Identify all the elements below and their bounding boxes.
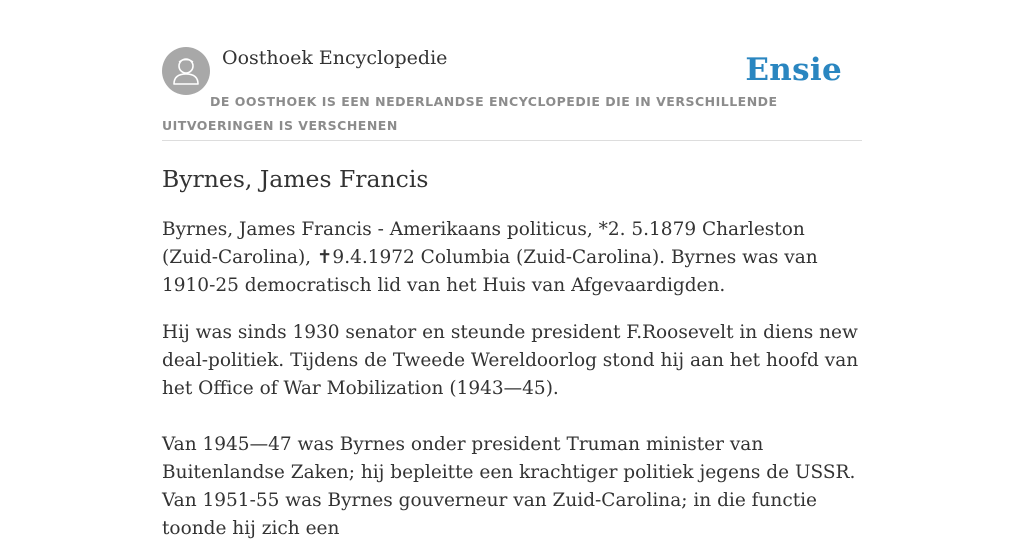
site-name[interactable]: Oosthoek Encyclopedie (222, 47, 448, 69)
site-tagline: DE OOSTHOEK IS EEN NEDERLANDSE ENCYCLOPEDIE DIE IN VERSCHILLENDE UITVOERINGEN IS VERSCHENEN (162, 94, 778, 133)
user-icon (162, 47, 210, 95)
brand-logo[interactable]: Ensie (745, 52, 842, 88)
site-header (162, 46, 862, 141)
article-paragraph: Van 1945—47 was Byrnes onder president Truman minister van Buitenlandse Zaken; hij bepleitte een krachtiger politiek jegens de USSR. Van 1951-55 was Byrnes gouverneur van Zuid-Carolina; in die functie toonde hij zich een (162, 434, 856, 539)
article-title: Byrnes, James Francis (162, 165, 429, 193)
avatar[interactable] (162, 47, 210, 95)
article-paragraph: Hij was sinds 1930 senator en steunde president F.Roosevelt in diens new deal-politiek. Tijdens de Tweede Wereldoorlog stond hij aan het hoofd van het Office of War Mobilization (1943—45). (162, 322, 859, 399)
article-paragraph: Byrnes, James Francis - Amerikaans politicus, *2. 5.1879 Charleston (Zuid-Carolina), ✝9.4.1972 Columbia (Zuid-Carolina). Byrnes was van 1910-25 democratisch lid van het Huis van Afgevaardigden. (162, 219, 818, 296)
